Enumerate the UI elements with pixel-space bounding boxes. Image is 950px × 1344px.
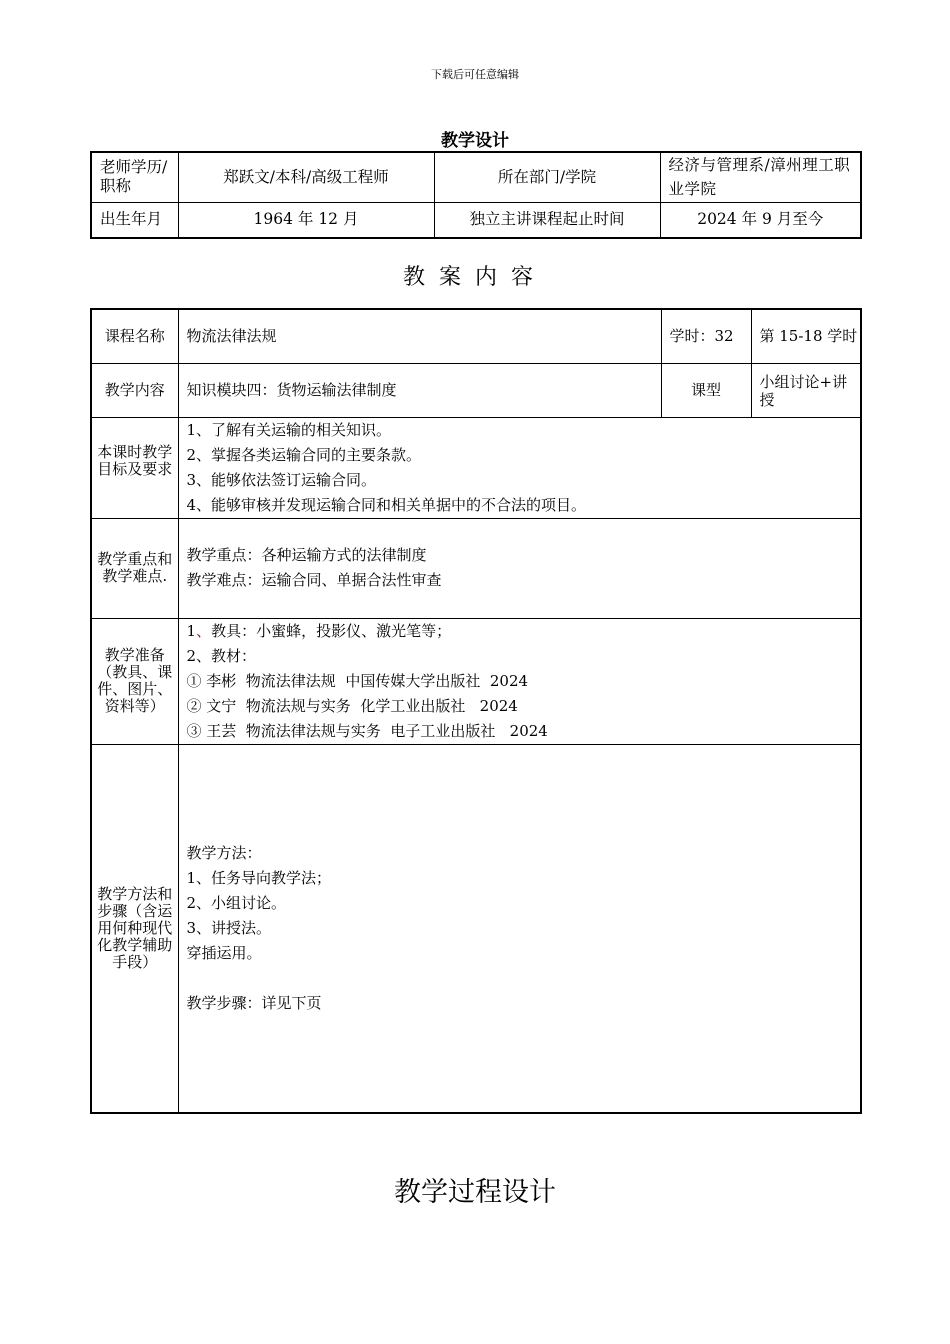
method-line: 穿插运用。: [186, 943, 262, 962]
course-label: 课程名称: [91, 309, 178, 363]
document-title: 教学设计: [441, 131, 509, 151]
header-note: 下载后可任意编辑: [431, 68, 519, 81]
prep-tools-text: 教具：小蜜蜂，投影仪、激光笔等；: [211, 621, 452, 640]
course-value: 物流法律法规: [178, 309, 661, 363]
method-line: 3、讲授法。: [186, 918, 272, 937]
method-label: 教学方法和步骤（含运用何种现代化教学辅助手段）: [91, 744, 178, 1113]
section-title: 教案内容: [402, 265, 547, 290]
type-value: 小组讨论+讲授: [751, 363, 861, 417]
objective-line: 1、了解有关运输的相关知识。: [186, 420, 392, 439]
method-line: 2、小组讨论。: [186, 893, 287, 912]
method-line: 教学步骤：详见下页: [186, 993, 322, 1012]
hours-range: 第 15-18 学时: [751, 309, 861, 363]
method-line: 1、任务导向教学法；: [186, 868, 332, 887]
hours-label: 学时：32: [661, 309, 751, 363]
objective-line: 3、能够依法签订运输合同。: [186, 470, 377, 489]
teacher-label: 老师学历/职称: [91, 152, 178, 202]
objective-line: 4、能够审核并发现运输合同和相关单据中的不合法的项目。: [186, 495, 587, 514]
focus-label: 教学重点和教学难点.: [91, 518, 178, 618]
prep-tools-num: 1: [186, 621, 197, 640]
method-blank-line: [187, 966, 853, 991]
focus-line: 教学重点：各种运输方式的法律制度: [186, 546, 427, 564]
focus-line: 教学难点：运输合同、单据合法性审查: [186, 571, 442, 589]
focus-cell: [178, 518, 861, 618]
prep-materials-line: 2、教材：: [186, 646, 257, 665]
period-label: 独立主讲课程起止时间: [434, 202, 660, 238]
teacher-value: 郑跃文/本科/高级工程师: [178, 152, 434, 202]
prep-book-line: ② 文宁 物流法规与实务 化学工业出版社 2024: [186, 696, 518, 715]
objective-line: 2、掌握各类运输合同的主要条款。: [186, 445, 422, 464]
content-value: 知识模块四：货物运输法律制度: [178, 363, 661, 417]
dept-value: 经济与管理系/漳州理工职业学院: [660, 152, 861, 202]
prep-tools-line: [187, 619, 853, 644]
prep-tools-sep: 、: [196, 621, 212, 640]
prep-book-line: ③ 王芸 物流法律法规与实务 电子工业出版社 2024: [186, 721, 548, 740]
objectives-label: 本课时教学目标及要求: [91, 417, 178, 518]
content-label: 教学内容: [91, 363, 178, 417]
type-label: 课型: [661, 363, 751, 417]
objectives-cell: [178, 417, 861, 518]
teacher-info-table: [90, 151, 862, 239]
prep-cell: [178, 618, 861, 744]
birth-value: 1964 年 12 月: [178, 202, 434, 238]
prep-label: 教学准备（教具、课件、图片、资料等）: [91, 618, 178, 744]
method-line: 教学方法：: [186, 843, 262, 862]
dept-label: 所在部门/学院: [434, 152, 660, 202]
prep-book-line: ① 李彬 物流法律法规 中国传媒大学出版社 2024: [186, 671, 529, 690]
birth-label: 出生年月: [91, 202, 178, 238]
method-cell: [178, 744, 861, 1113]
lesson-plan-table: [90, 308, 862, 1114]
period-value: 2024 年 9 月至今: [660, 202, 861, 238]
process-title: 教学过程设计: [394, 1177, 556, 1208]
